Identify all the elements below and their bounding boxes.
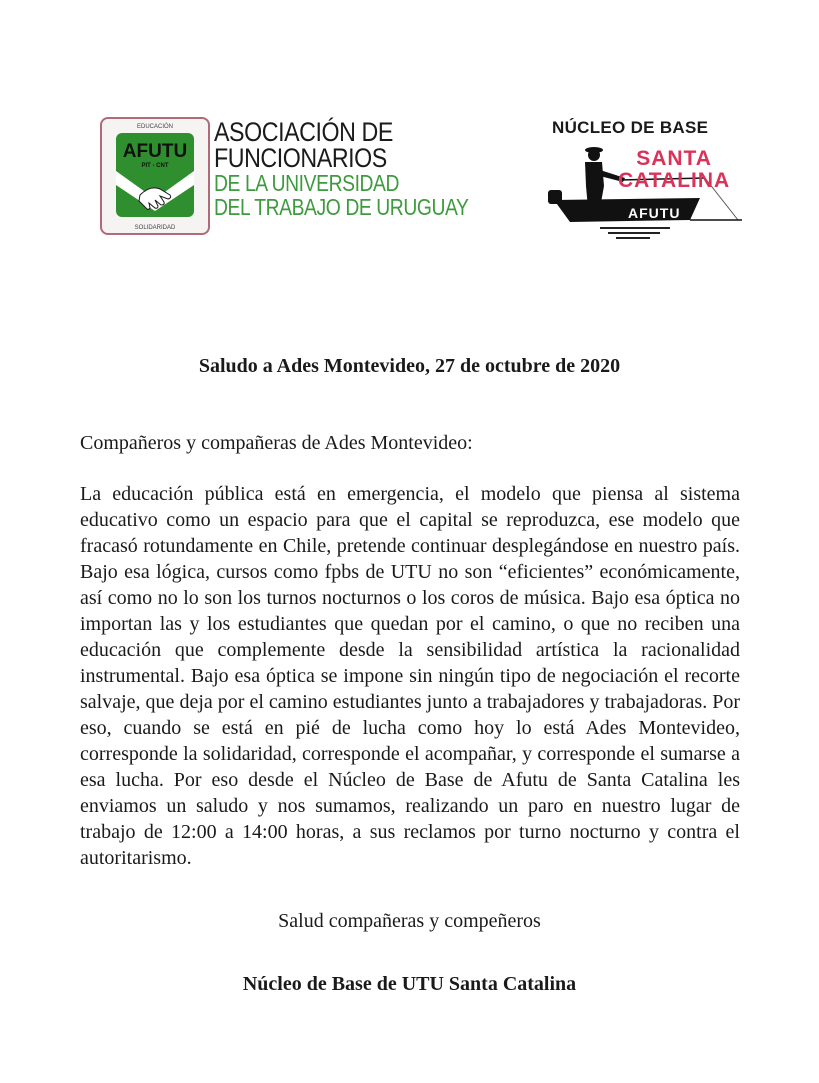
svg-text:EDUCACIÓN: EDUCACIÓN [136, 124, 174, 130]
afutu-line-4: DEL TRABAJO DE URUGUAY [214, 194, 469, 220]
nucleo-name-line-2: CATALINA [618, 169, 731, 192]
afutu-line-3: DE LA UNIVERSIDAD [214, 170, 400, 196]
greeting: Compañeros y compañeras de Ades Montevideo: [80, 432, 473, 454]
nucleo-title: NÚCLEO DE BASE [552, 118, 709, 137]
document-title: Saludo a Ades Montevideo, 27 de octubre de 2020 [198, 355, 621, 377]
handshake-emblem-icon [102, 119, 208, 233]
afutu-wordmark [214, 119, 517, 219]
afutu-emblem-sub: PIT - CNT [141, 163, 169, 169]
afutu-line-2: FUNCIONARIOS [214, 143, 387, 173]
afutu-line-1: ASOCIACIÓN DE [214, 117, 393, 147]
afutu-emblem-name: AFUTU [122, 141, 188, 162]
signature: Núcleo de Base de UTU Santa Catalina [242, 973, 577, 995]
nucleo-org: AFUTU [628, 205, 681, 221]
nucleo-santa-catalina-logo [530, 108, 755, 248]
svg-text:SOLIDARIDAD: SOLIDARIDAD [134, 225, 176, 231]
afutu-logo [100, 113, 469, 238]
body-paragraph: La educación pública está en emergencia, el modelo que piensa al sistema educativo como un espacio para que el capital se reproduzca, ese modelo que fracasó rotundamente en Chile, pretende continuar desplegándose en nuestro país. Bajo esa lógica, cursos como fpbs de UTU no son “eficientes” económicamente, así como no lo son los turnos nocturnos o los coros de música. Bajo esa óptica no importan las y los estudiantes que quedan por el camino, o que no reciben una educación que complemente desde la sensibilidad artística la racionalidad instrumental. Bajo esa óptica se impone sin ningún tipo de negociación el recorte salvaje, que deja por el camino estudiantes junto a trabajadores y trabajadoras. Por eso, cuando se está en pié de lucha como hoy lo está Ades Montevideo, corresponde la solidaridad, corresponde el acompañar, y corresponde el sumarse a esa lucha. Por eso desde el Núcleo de Base de Afutu de Santa Catalina les enviamos un saludo y nos sumamos, realizando un paro en nuestro lugar de trabajo de 12:00 a 14:00 horas, a sus reclamos por turno nocturno y contra el autoritarismo. [80, 483, 740, 869]
nucleo-name [618, 148, 730, 192]
closing: Salud compañeras y compeñeros [278, 910, 541, 932]
afutu-emblem [100, 117, 210, 235]
nucleo-name-line-1: SANTA [636, 147, 712, 170]
